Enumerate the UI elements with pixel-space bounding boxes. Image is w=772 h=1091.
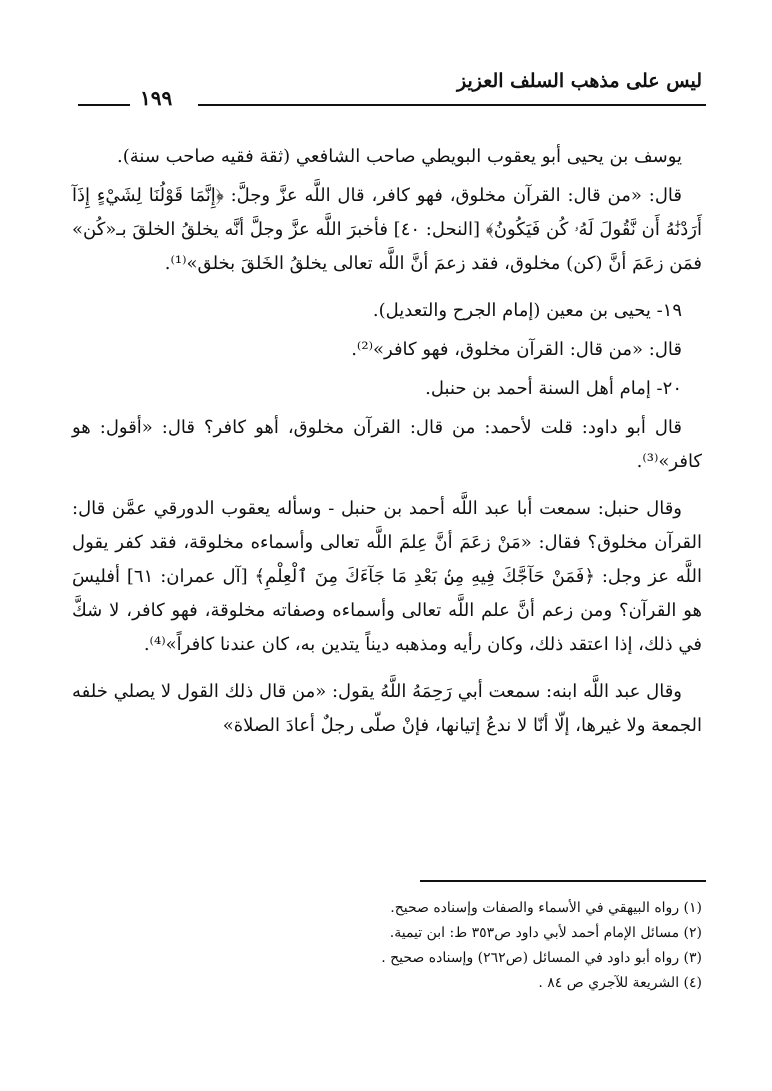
paragraph: قال: «من قال: القرآن مخلوق، فهو كافر، قال اللَّه عزَّ وجلَّ: ﴿إِنَّمَا قَوْلُنَا لِشَيْءٍ إِذَآ أَرَدْنَٰهُ أَن نَّقُولَ لَهُۥ كُن فَيَكُونُ﴾ [النحل: ٤٠] فأخبرَ اللَّه عزَّ وجلَّ أنَّه يخلقُ الخلقَ بـ«كُن» فمَن زعَمَ أنَّ (كن) مخلوق، فقد زعمَ أنَّ اللَّه تعالى يخلقُ الخَلقَ بخلق»⁽¹⁾. <box>72 185 702 274</box>
running-title: ليس على مذهب السلف العزيز <box>457 70 702 92</box>
paragraph: ٢٠- إمام أهل السنة أحمد بن حنبل. <box>425 378 682 399</box>
body-text <box>72 140 702 756</box>
footnote: (٢) مسائل الإمام أحمد لأبي داود ص٣٥٣ ط: ابن تيمية. <box>389 925 702 941</box>
footnote: (٣) رواه أبو داود في المسائل (ص٢٦٢) وإسناده صحيح . <box>381 950 702 966</box>
footnotes <box>72 896 702 996</box>
paragraph: يوسف بن يحيى أبو يعقوب البويطي صاحب الشافعي (ثقة فقيه صاحب سنة). <box>116 146 682 167</box>
paragraph: قال أبو داود: قلت لأحمد: من قال: القرآن مخلوق، أهو كافر؟ قال: «أقول: هو كافر»⁽³⁾. <box>72 417 702 472</box>
header-rule-left <box>78 104 130 106</box>
header-rule-right <box>198 104 706 106</box>
paragraph: وقال حنبل: سمعت أبا عبد اللَّه أحمد بن حنبل - وسأله يعقوب الدورقي عمَّن قال: القرآن مخلوق؟ فقال: «مَنْ زعَمَ أنَّ عِلمَ اللَّه تعالى وأسماءه مخلوقة، فقد كفر يقول اللَّه عز وجل: ﴿فَمَنْ حَآجَّكَ فِيهِ مِنۢ بَعْدِ مَا جَآءَكَ مِنَ ٱلْعِلْمِ﴾ [آل عمران: ٦١] أفليسَ هو القرآن؟ ومن زعم أنَّ علم اللَّه تعالى وأسماءه وصفاته مخلوقة، فهو كافر، لا شكَّ في ذلك، إذا اعتقد ذلك، وكان رأيه ومذهبه ديناً يتدين به، كان عندنا كافراً»⁽⁴⁾. <box>72 498 702 655</box>
page-number: ١٩٩ <box>140 86 173 110</box>
footnote: (٤) الشريعة للآجري ص ٨٤ . <box>538 975 702 991</box>
paragraph: وقال عبد اللَّه ابنه: سمعت أبي رَحِمَهُ اللَّهُ يقول: «من قال ذلك القول لا يصلي خلفه الجمعة ولا غيرها، إلّا أنّا لا ندعُ إتيانها، فإنْ صلّى رجلٌ أعادَ الصلاة» <box>72 681 702 736</box>
footnote: (١) رواه البيهقي في الأسماء والصفات وإسناده صحيح. <box>390 900 702 916</box>
paragraph: قال: «من قال: القرآن مخلوق، فهو كافر»⁽²⁾. <box>351 339 682 360</box>
paragraph: ١٩- يحيى بن معين (إمام الجرح والتعديل). <box>372 300 682 321</box>
footnote-separator <box>420 880 706 882</box>
